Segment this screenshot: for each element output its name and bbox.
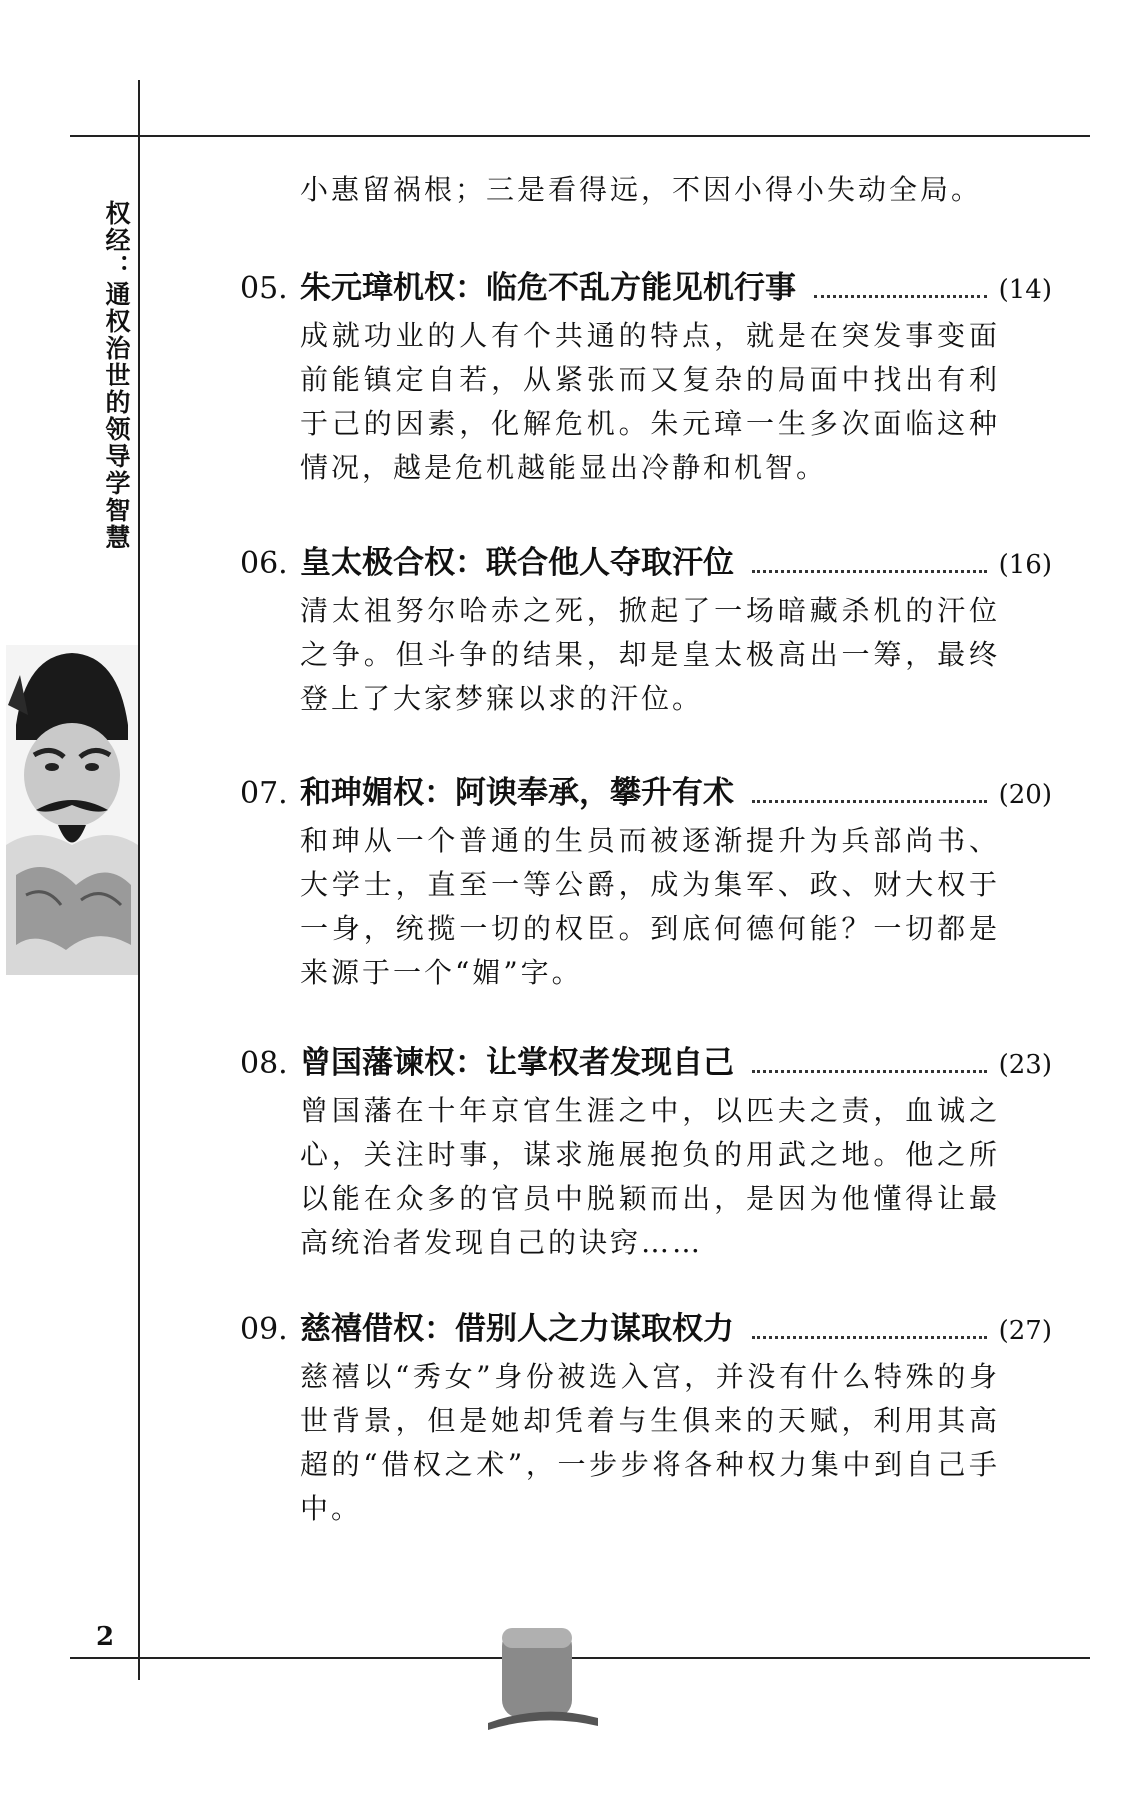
entry-number: 09. xyxy=(240,1312,288,1347)
running-book-title: 权经：通权治世的领导学智慧 xyxy=(102,200,131,551)
page-number: 2 xyxy=(96,1622,115,1652)
entry-page: (27) xyxy=(998,1316,1052,1346)
toc-entry[interactable] xyxy=(240,1037,1052,1265)
entry-page: (16) xyxy=(998,550,1052,580)
continuation-text: 小惠留祸根；三是看得远，不因小得小失动全局。 xyxy=(300,173,983,206)
entry-title: 慈禧借权：借别人之力谋取权力 xyxy=(300,1311,734,1347)
entry-description: 清太祖努尔哈赤之死，掀起了一场暗藏杀机的汗位之争。但斗争的结果，却是皇太极高出一筹，最终登上了大家梦寐以求的汗位。 xyxy=(300,594,1000,715)
entry-title: 朱元璋机权：临危不乱方能见机行事 xyxy=(300,270,796,306)
leader-dots xyxy=(752,569,987,573)
vertical-margin-rule xyxy=(138,80,140,1680)
entry-description: 慈禧以“秀女”身份被选入宫，并没有什么特殊的身世背景，但是她却凭着与生俱来的天赋，利用其高超的“借权之术”，一步步将各种权力集中到自己手中。 xyxy=(300,1360,1000,1525)
emperor-portrait-image xyxy=(6,645,138,975)
entry-title: 皇太极合权：联合他人夺取汗位 xyxy=(300,545,734,581)
entry-page: (20) xyxy=(998,780,1052,810)
hat-illustration xyxy=(488,1618,598,1738)
entry-page: (23) xyxy=(998,1050,1052,1080)
entry-number: 05. xyxy=(240,271,288,306)
entry-description: 曾国藩在十年京官生涯之中，以匹夫之责，血诚之心，关注时事，谋求施展抱负的用武之地。他之所以能在众多的官员中脱颖而出，是因为他懂得让最高统治者发现自己的诀窍…… xyxy=(300,1094,1000,1259)
entry-number: 07. xyxy=(240,776,288,811)
toc-entry[interactable] xyxy=(240,262,1052,490)
leader-dots xyxy=(752,799,987,803)
entry-description: 和珅从一个普通的生员而被逐渐提升为兵部尚书、大学士，直至一等公爵，成为集军、政、财大权于一身，统揽一切的权臣。到底何德何能？一切都是来源于一个“媚”字。 xyxy=(300,824,1000,989)
leader-dots xyxy=(752,1335,987,1339)
toc-entry[interactable] xyxy=(240,537,1052,721)
entry-description: 成就功业的人有个共通的特点，就是在突发事变面前能镇定自若，从紧张而又复杂的局面中找出有利于己的因素，化解危机。朱元璋一生多次面临这种情况，越是危机越能显出冷静和机智。 xyxy=(300,319,1000,484)
leader-dots xyxy=(814,294,987,298)
toc-entry[interactable] xyxy=(240,767,1052,995)
entry-title: 曾国藩谏权：让掌权者发现自己 xyxy=(300,1045,734,1081)
toc-entry[interactable] xyxy=(240,1303,1052,1531)
entry-page: (14) xyxy=(998,275,1052,305)
leader-dots xyxy=(752,1069,987,1073)
entry-number: 06. xyxy=(240,546,288,581)
entry-number: 08. xyxy=(240,1046,288,1081)
entry-title: 和珅媚权：阿谀奉承，攀升有术 xyxy=(300,775,734,811)
top-rule xyxy=(70,135,1090,137)
